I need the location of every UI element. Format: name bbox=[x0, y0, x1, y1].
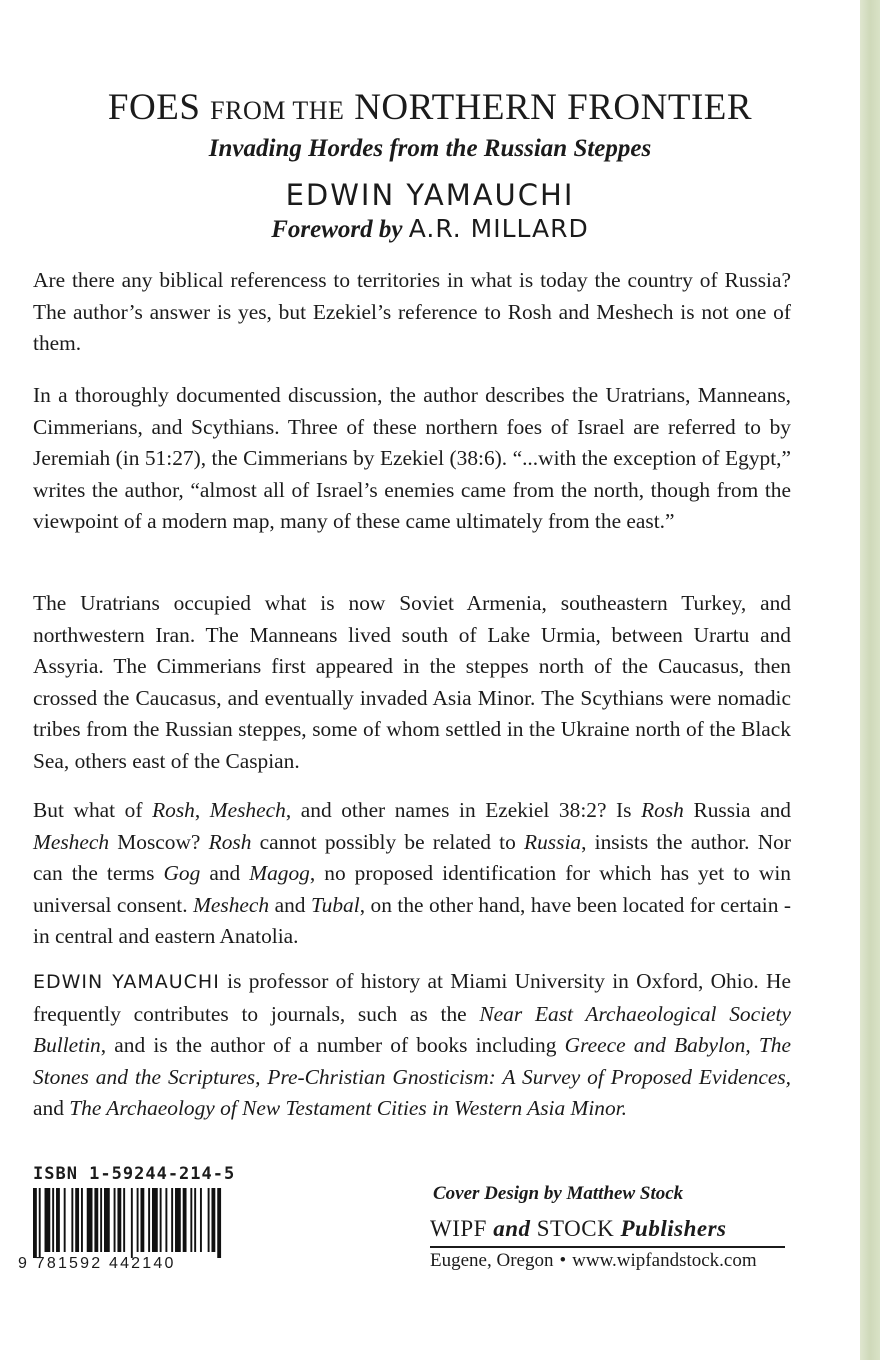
barcode-bar bbox=[183, 1188, 187, 1252]
barcode-bar bbox=[75, 1188, 79, 1252]
barcode-bar bbox=[165, 1188, 167, 1252]
barcode-bar bbox=[211, 1188, 215, 1252]
text-run: Russia and bbox=[683, 798, 791, 822]
publisher-wipf: WIPF bbox=[430, 1216, 487, 1241]
text-run: and bbox=[269, 892, 311, 917]
spine-edge-strip bbox=[860, 0, 880, 1360]
barcode-bar bbox=[140, 1188, 144, 1252]
text-run: , no proposed identification for which has yet to win universal consent. bbox=[33, 861, 791, 917]
title-from-the: FROM THE bbox=[210, 96, 345, 125]
text-run: , insists the author. Nor can the terms bbox=[33, 829, 791, 885]
book-subtitle: Invading Hordes from the Russian Steppes bbox=[208, 135, 652, 162]
book-title bbox=[0, 88, 860, 131]
term-meshech: Meshech bbox=[193, 892, 270, 917]
publisher-city: Eugene, Oregon bbox=[430, 1250, 554, 1271]
barcode-bar bbox=[100, 1188, 102, 1252]
author-bio-paragraph bbox=[33, 966, 791, 1125]
text-run: and bbox=[200, 861, 250, 885]
barcode-bar bbox=[137, 1188, 139, 1252]
term-rosh: Rosh bbox=[208, 829, 252, 854]
barcode-bar bbox=[175, 1188, 181, 1252]
term-rosh: Rosh bbox=[641, 798, 684, 822]
blurb-paragraph-4 bbox=[33, 795, 791, 953]
term-gog: Gog bbox=[163, 861, 201, 885]
barcode-bar bbox=[217, 1188, 221, 1258]
barcode-bar bbox=[114, 1188, 116, 1252]
text-run: is professor of history at Miami University in Oxford, Ohio. He frequently contributes to journals, such as the bbox=[33, 969, 791, 1026]
book-title-last: The Archaeology of New Testament Cities in Western Asia Minor. bbox=[69, 1096, 627, 1120]
term-rosh: Rosh bbox=[152, 798, 195, 822]
barcode-bar bbox=[56, 1188, 60, 1252]
barcode-bar bbox=[52, 1188, 54, 1252]
publisher-website: www.wipfandstock.com bbox=[572, 1250, 757, 1271]
barcode-graphic bbox=[33, 1188, 223, 1258]
foreword-label: Foreword by bbox=[271, 216, 403, 243]
title-northern-frontier: NORTHERN FRONTIER bbox=[354, 87, 753, 128]
barcode-bar bbox=[87, 1188, 93, 1252]
barcode-bar bbox=[123, 1188, 125, 1252]
barcode-bar bbox=[200, 1188, 202, 1252]
bio-author-name: EDWIN YAMAUCHI bbox=[33, 971, 220, 993]
text-run: , and is the author of a number of books including bbox=[100, 1033, 565, 1057]
term-russia: Russia bbox=[524, 829, 582, 854]
text-run: , bbox=[194, 798, 210, 822]
barcode-bar bbox=[81, 1188, 83, 1252]
cover-header bbox=[0, 88, 860, 246]
barcode-bar bbox=[117, 1188, 121, 1252]
barcode-bar bbox=[152, 1188, 158, 1252]
text-run: Moscow? bbox=[109, 829, 209, 854]
publisher-stock: STOCK bbox=[536, 1216, 615, 1241]
term-meshech: Meshech bbox=[209, 798, 286, 822]
barcode-bar bbox=[104, 1188, 110, 1252]
barcode-bar bbox=[208, 1188, 210, 1252]
barcode-bar bbox=[194, 1188, 196, 1252]
journal-title: Near East Archaeological Society Bulletin bbox=[33, 1001, 791, 1057]
barcode-bar bbox=[148, 1188, 150, 1252]
author-name: EDWIN YAMAUCHI bbox=[285, 178, 575, 212]
barcode-bar bbox=[190, 1188, 192, 1252]
blurb-paragraph-1: Are there any biblical referencess to territories in what is today the country of Russia? The author’s answer is yes, but Ezekiel’s reference to Rosh and Meshech is not one of them. bbox=[33, 268, 791, 355]
separator-bullet: • bbox=[559, 1250, 567, 1271]
barcode-bar bbox=[39, 1188, 41, 1258]
term-magog: Magog bbox=[249, 861, 310, 885]
foreword-author: A.R. MILLARD bbox=[408, 214, 589, 243]
book-titles-list: Greece and Babylon, The Stones and the Scriptures, Pre-Christian Gnosticism: A Survey of Proposed Evidences, bbox=[33, 1033, 791, 1089]
barcode-bar bbox=[160, 1188, 162, 1252]
barcode-bar bbox=[71, 1188, 73, 1252]
barcode-bar bbox=[94, 1188, 98, 1252]
cover-design-credit: Cover Design by Matthew Stock bbox=[433, 1183, 684, 1204]
publisher-publishers: Publishers bbox=[620, 1216, 727, 1241]
term-tubal: Tubal bbox=[310, 892, 360, 917]
text-run: cannot possibly be related to bbox=[251, 829, 525, 854]
barcode-bar bbox=[64, 1188, 66, 1252]
barcode-bar bbox=[171, 1188, 173, 1252]
publisher-and: and bbox=[493, 1216, 531, 1241]
blurb-paragraph-3: The Uratrians occupied what is now Soviet Armenia, southeastern Turkey, and northwestern Iran. The Manneans lived south of Lake Urmia, between Urartu and Assyria. The Cimmerians first appeared in the steppes north of the Caucasus, then crossed the Caucasus, and eventually invaded Asia Minor. The Scythians were nomadic tribes from the Russian steppes, some of whom settled in the Ukraine north of the Black Sea, others east of the Caspian. bbox=[33, 591, 791, 773]
text-run: and bbox=[33, 1096, 70, 1120]
publisher-location bbox=[430, 1250, 757, 1272]
term-meshech: Meshech bbox=[33, 829, 110, 854]
foreword-line bbox=[0, 213, 860, 246]
barcode-digits: 9 781592 442140 bbox=[18, 1255, 176, 1272]
barcode-bar bbox=[45, 1188, 51, 1252]
title-word-foes: FOES bbox=[107, 87, 201, 128]
text-run: , on the other hand, have been located for certain - in central and eastern Anatolia. bbox=[33, 892, 791, 948]
publisher-name bbox=[430, 1216, 785, 1248]
text-run: But what of bbox=[33, 798, 153, 822]
isbn-label: ISBN 1-59244-214-5 bbox=[33, 1164, 236, 1184]
blurb-paragraph-2: In a thoroughly documented discussion, the author describes the Uratrians, Manneans, Cimmerians, and Scythians. Three of these northern foes of Israel are referred to by Jeremiah (in 51:27), the Cimmerians by Ezekiel (38:6). “...with the exception of Egypt,” writes the author, “almost all of Israel’s enemies came from the north, though from the viewpoint of a modern map, many of these came ultimately from the east.” bbox=[33, 383, 791, 533]
barcode-bar bbox=[33, 1188, 37, 1258]
barcode-bar bbox=[131, 1188, 133, 1258]
text-run: , and other names in Ezekiel 38:2? Is bbox=[285, 798, 642, 822]
